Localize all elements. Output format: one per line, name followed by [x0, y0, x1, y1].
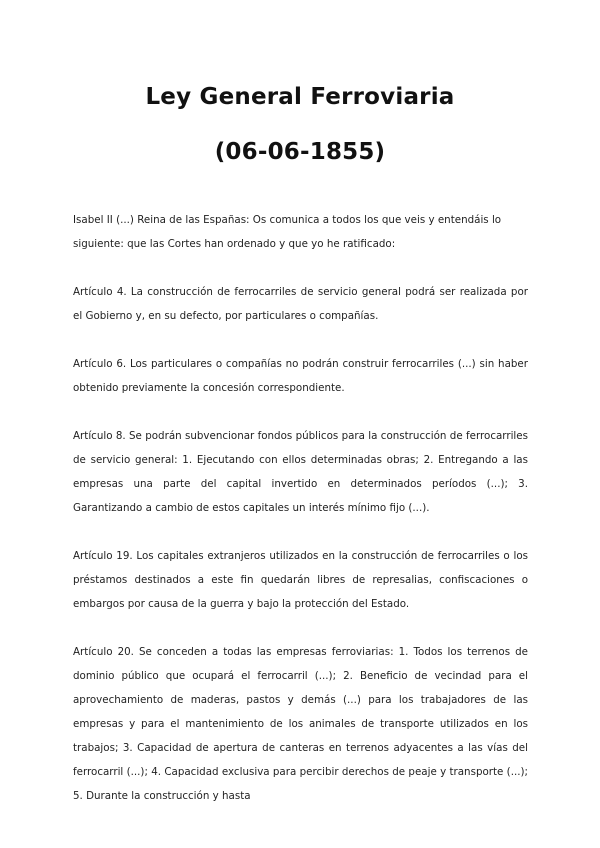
document-body — [73, 208, 528, 832]
article-20-paragraph: Artículo 20. Se conceden a todas las empresas ferroviarias: 1. Todos los terrenos de dominio público que ocupará el ferrocarril (...); 2. Beneficio de vecindad para el aprovechamiento de maderas, pastos y demás (...) para los trabajadores de las empresas y para el mantenimiento de los animales de transporte utilizados en los trabajos; 3. Capacidad de apertura de canteras en terrenos adyacentes a las vías del ferrocarril (...); 4. Capacidad exclusiva para percibir derechos de peaje y transporte (...); 5. Durante la construcción y hasta — [73, 646, 528, 802]
article-4-paragraph: Artículo 4. La construcción de ferrocarriles de servicio general podrá ser realizada por el Gobierno y, en su defecto, por particulares o compañías. — [73, 286, 528, 322]
article-8-paragraph: Artículo 8. Se podrán subvencionar fondos públicos para la construcción de ferrocarriles de servicio general: 1. Ejecutando con ellos determinadas obras; 2. Entregando a las empresas una parte del capital invertido en determinados períodos (...); 3. Garantizando a cambio de estos capitales un interés mínimo fijo (...). — [73, 430, 528, 514]
document-title: Ley General Ferroviaria — [145, 84, 455, 110]
article-19-paragraph: Artículo 19. Los capitales extranjeros utilizados en la construcción de ferrocarriles o los préstamos destinados a este fin quedarán libres de represalias, confiscaciones o embargos por causa de la guerra y bajo la protección del Estado. — [73, 550, 528, 610]
intro-paragraph: Isabel II (...) Reina de las Españas: Os comunica a todos los que veis y entendáis lo siguiente: que las Cortes han ordenado y que yo he ratificado: — [73, 214, 502, 250]
article-6-paragraph: Artículo 6. Los particulares o compañías no podrán construir ferrocarriles (...) sin haber obtenido previamente la concesión correspondiente. — [73, 358, 528, 394]
document-date: (06-06-1855) — [214, 139, 386, 165]
